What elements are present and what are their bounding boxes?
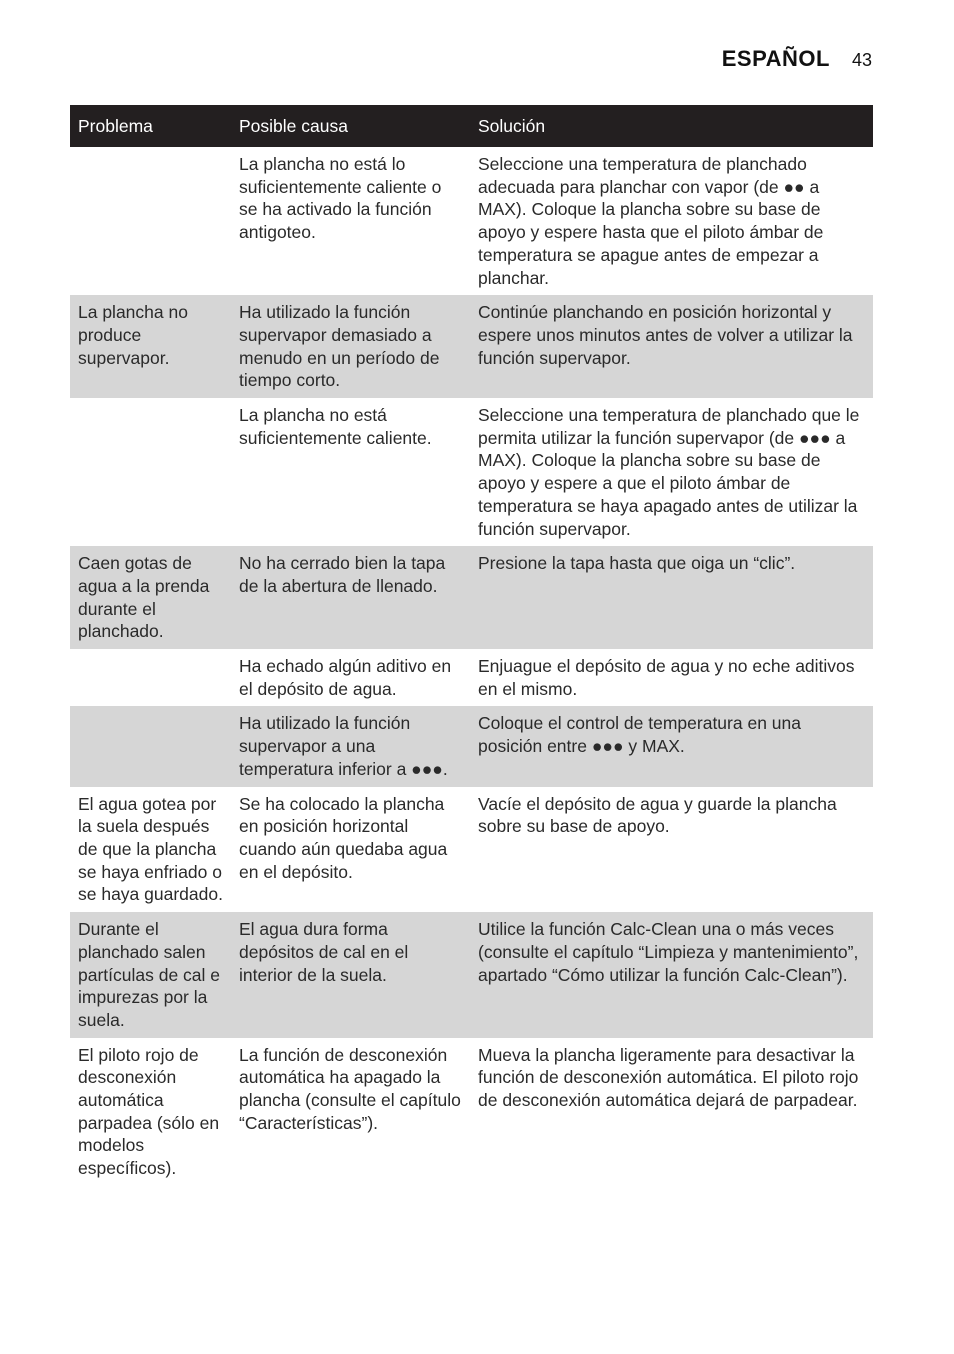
solution-cell: Seleccione una temperatura de planchado que le permita utilizar la función supervapor (de ●●● a MAX). Coloque la plancha sobre su base de apoyo y espere a que el piloto ámbar de temperatura se haya apagado antes de utilizar la función supervapor. (478, 405, 860, 539)
solution-cell: Vacíe el depósito de agua y guarde la plancha sobre su base de apoyo. (478, 793, 837, 837)
problem-cell (70, 147, 231, 295)
table-row (70, 147, 873, 295)
column-header-problem: Problema (70, 105, 231, 147)
column-header-cause: Posible causa (231, 105, 470, 147)
page-header (722, 46, 872, 72)
problem-cell (70, 706, 231, 786)
cause-cell: La plancha no está lo suficientemente caliente o se ha activado la función antigoteo. (239, 154, 442, 243)
problem-cell: Caen gotas de agua a la prenda durante el planchado. (70, 546, 231, 649)
table-row (70, 546, 873, 649)
cause-cell: Ha echado algún aditivo en el depósito de agua. (239, 656, 452, 699)
table-row (70, 398, 873, 546)
cause-cell: Ha utilizado la función supervapor a una temperatura inferior a ●●●. (231, 706, 470, 786)
cause-cell: Se ha colocado la plancha en posición horizontal cuando aún quedaba agua en el depósito. (239, 793, 448, 882)
table-header-row (70, 105, 873, 147)
cause-cell: No ha cerrado bien la tapa de la abertura de llenado. (231, 546, 470, 649)
problem-cell: La plancha no produce supervapor. (70, 295, 231, 398)
solution-cell: Enjuague el depósito de agua y no eche aditivos en el mismo. (478, 656, 855, 699)
table-row (70, 787, 873, 913)
page-number: 43 (851, 50, 872, 70)
solution-cell: Seleccione una temperatura de planchado adecuada para planchar con vapor (de ●● a MAX). Coloque la plancha sobre su base de apoyo y espere hasta que el piloto ámbar de temperatura se apague antes de empezar a planchar. (478, 154, 824, 288)
table-row (70, 912, 873, 1038)
cause-cell: Ha utilizado la función supervapor demasiado a menudo en un período de tiempo corto. (231, 295, 470, 398)
solution-cell: Presione la tapa hasta que oiga un “clic”. (470, 546, 873, 649)
problem-cell: El agua gotea por la suela después de que la plancha se haya enfriado o se haya guardado. (78, 793, 223, 905)
table-row (70, 295, 873, 398)
table-row (70, 1038, 873, 1186)
problem-cell (70, 649, 231, 706)
problem-cell: Durante el planchado salen partículas de cal e impurezas por la suela. (70, 912, 231, 1038)
cause-cell: La función de desconexión automática ha apagado la plancha (consulte el capítulo “Características”). (239, 1044, 461, 1133)
solution-cell: Continúe planchando en posición horizontal y espere unos minutos antes de volver a utilizar la función supervapor. (470, 295, 873, 398)
solution-cell: Utilice la función Calc-Clean una o más veces (consulte el capítulo “Limpieza y mantenimiento”, apartado “Cómo utilizar la función Calc-Clean”). (470, 912, 873, 1038)
solution-cell: Coloque el control de temperatura en una posición entre ●●● y MAX. (470, 706, 873, 786)
cause-cell: El agua dura forma depósitos de cal en el interior de la suela. (231, 912, 470, 1038)
problem-cell: El piloto rojo de desconexión automática parpadea (sólo en modelos específicos). (78, 1044, 220, 1179)
column-header-solution: Solución (470, 105, 873, 147)
table-row (70, 649, 873, 706)
language-label: ESPAÑOL (721, 46, 830, 71)
cause-cell: La plancha no está suficientemente caliente. (239, 405, 432, 448)
troubleshooting-table (70, 105, 873, 1186)
table-row (70, 706, 873, 786)
problem-cell (70, 398, 231, 546)
solution-cell: Mueva la plancha ligeramente para desactivar la función de desconexión automática. El piloto rojo de desconexión automática dejará de parpadear. (478, 1044, 859, 1111)
